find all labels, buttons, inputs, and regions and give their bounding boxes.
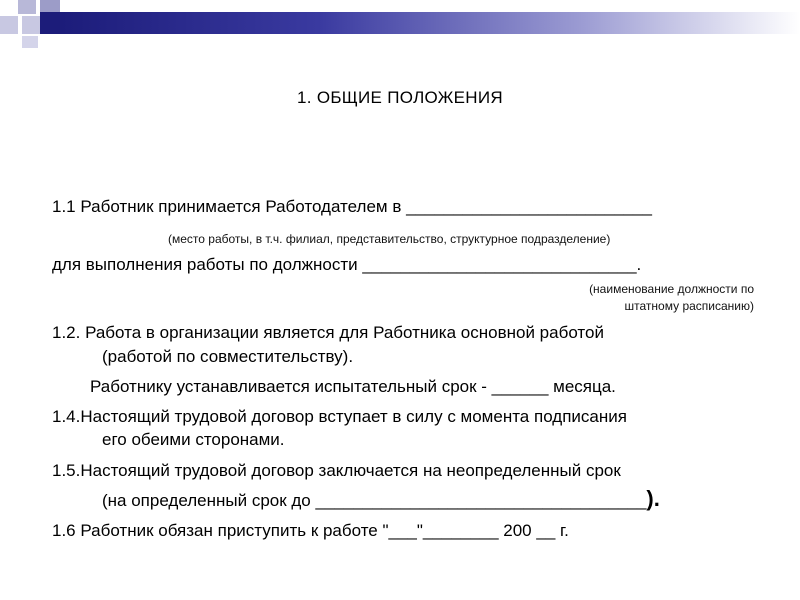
clause-1-5-text: (на определенный срок до ___________________________________ [102,491,647,510]
clause-probation: Работнику устанавливается испытательный срок - ______ месяца. [90,377,616,396]
clause-1-6: 1.6 Работник обязан приступить к работе "___"________ 200 __ г. [52,521,569,540]
decorative-square [40,0,60,12]
decorative-square [0,16,18,34]
clause-1-1-position-hint-2: штатному расписанию) [624,299,754,313]
clause-1-2-line-2: (работой по совместительству). [102,347,354,366]
decorative-header-bar [0,0,800,46]
clause-1-1: 1.1 Работник принимается Работодателем в __________________________ [52,197,652,216]
gradient-strip [60,12,800,34]
decorative-square [18,0,36,14]
section-title: 1. ОБЩИЕ ПОЛОЖЕНИЯ [297,88,503,107]
clause-1-5-line-1: 1.5.Настоящий трудовой договор заключается на неопределенный срок [52,461,621,480]
clause-1-1-position: для выполнения работы по должности _____________________________. [52,255,642,274]
clause-1-1-position-hint-1: (наименование должности по [589,282,754,296]
clause-1-5-close: ). [646,486,660,511]
clause-1-4-line-2: его обеими сторонами. [102,430,285,449]
decorative-square [40,12,62,34]
clause-1-4-line-1: 1.4.Настоящий трудовой договор вступает в силу с момента подписания [52,407,627,426]
clause-1-1-hint: (место работы, в т.ч. филиал, представительство, структурное подразделение) [168,232,611,246]
clause-1-5-line-2 [102,488,660,512]
decorative-square [22,16,40,34]
clause-1-2-line-1: 1.2. Работа в организации является для Работника основной работой [52,323,604,342]
decorative-square [22,36,38,48]
